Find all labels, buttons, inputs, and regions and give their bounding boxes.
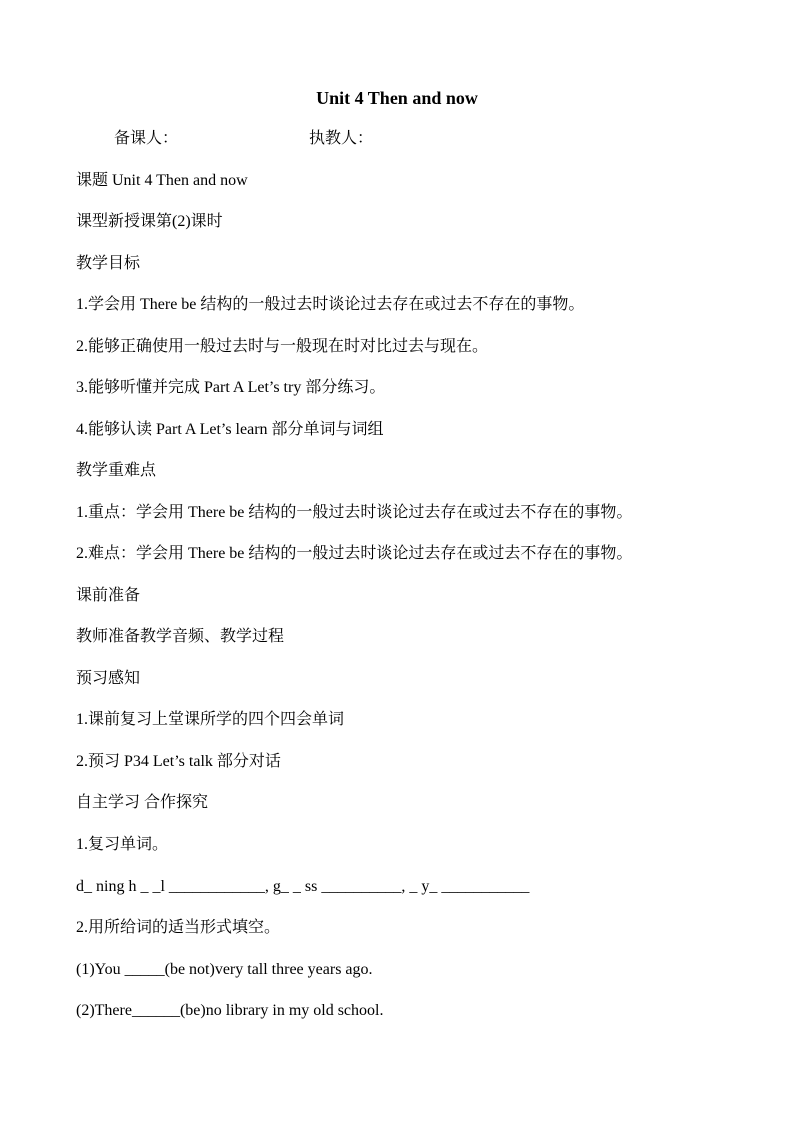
objective-item: 3.能够听懂并完成 Part A Let’s try 部分练习。 <box>76 379 386 396</box>
section-heading-key-points: 教学重难点 <box>76 462 157 479</box>
objective-item: 1.学会用 There be 结构的一般过去时谈论过去存在或过去不存在的事物。 <box>76 296 585 313</box>
prepared-by-label: 备课人： <box>114 130 179 147</box>
lesson-topic: 课题 Unit 4 Then and now <box>76 172 248 189</box>
section-heading-preparation: 课前准备 <box>76 587 141 604</box>
exercise-line: (2)There______(be)no library in my old school. <box>76 1002 384 1019</box>
exercise-heading: 2.用所给词的适当形式填空。 <box>76 919 281 936</box>
document-title: Unit 4 Then and now <box>316 88 478 108</box>
exercise-heading: 1.复习单词。 <box>76 836 169 853</box>
key-point-item: 1.重点：学会用 There be 结构的一般过去时谈论过去存在或过去不存在的事物。 <box>76 504 633 521</box>
section-heading-self-study: 自主学习 合作探究 <box>76 794 209 811</box>
lesson-type: 课型新授课第(2)课时 <box>76 213 223 230</box>
section-heading-objectives: 教学目标 <box>76 255 141 272</box>
objective-item: 2.能够正确使用一般过去时与一般现在时对比过去与现在。 <box>76 338 489 355</box>
objective-item: 4.能够认读 Part A Let’s learn 部分单词与词组 <box>76 421 384 438</box>
section-heading-preview: 预习感知 <box>76 670 141 687</box>
taught-by-label: 执教人： <box>309 130 374 147</box>
key-point-item: 2.难点：学会用 There be 结构的一般过去时谈论过去存在或过去不存在的事物。 <box>76 545 633 562</box>
exercise-line: d_ ning h _ _l ____________, g_ _ ss __________, _ y_ ___________ <box>76 878 530 895</box>
preview-item: 1.课前复习上堂课所学的四个四会单词 <box>76 711 345 728</box>
preparation-text: 教师准备教学音频、教学过程 <box>76 628 285 645</box>
exercise-line: (1)You _____(be not)very tall three years ago. <box>76 961 373 978</box>
preview-item: 2.预习 P34 Let’s talk 部分对话 <box>76 753 281 770</box>
